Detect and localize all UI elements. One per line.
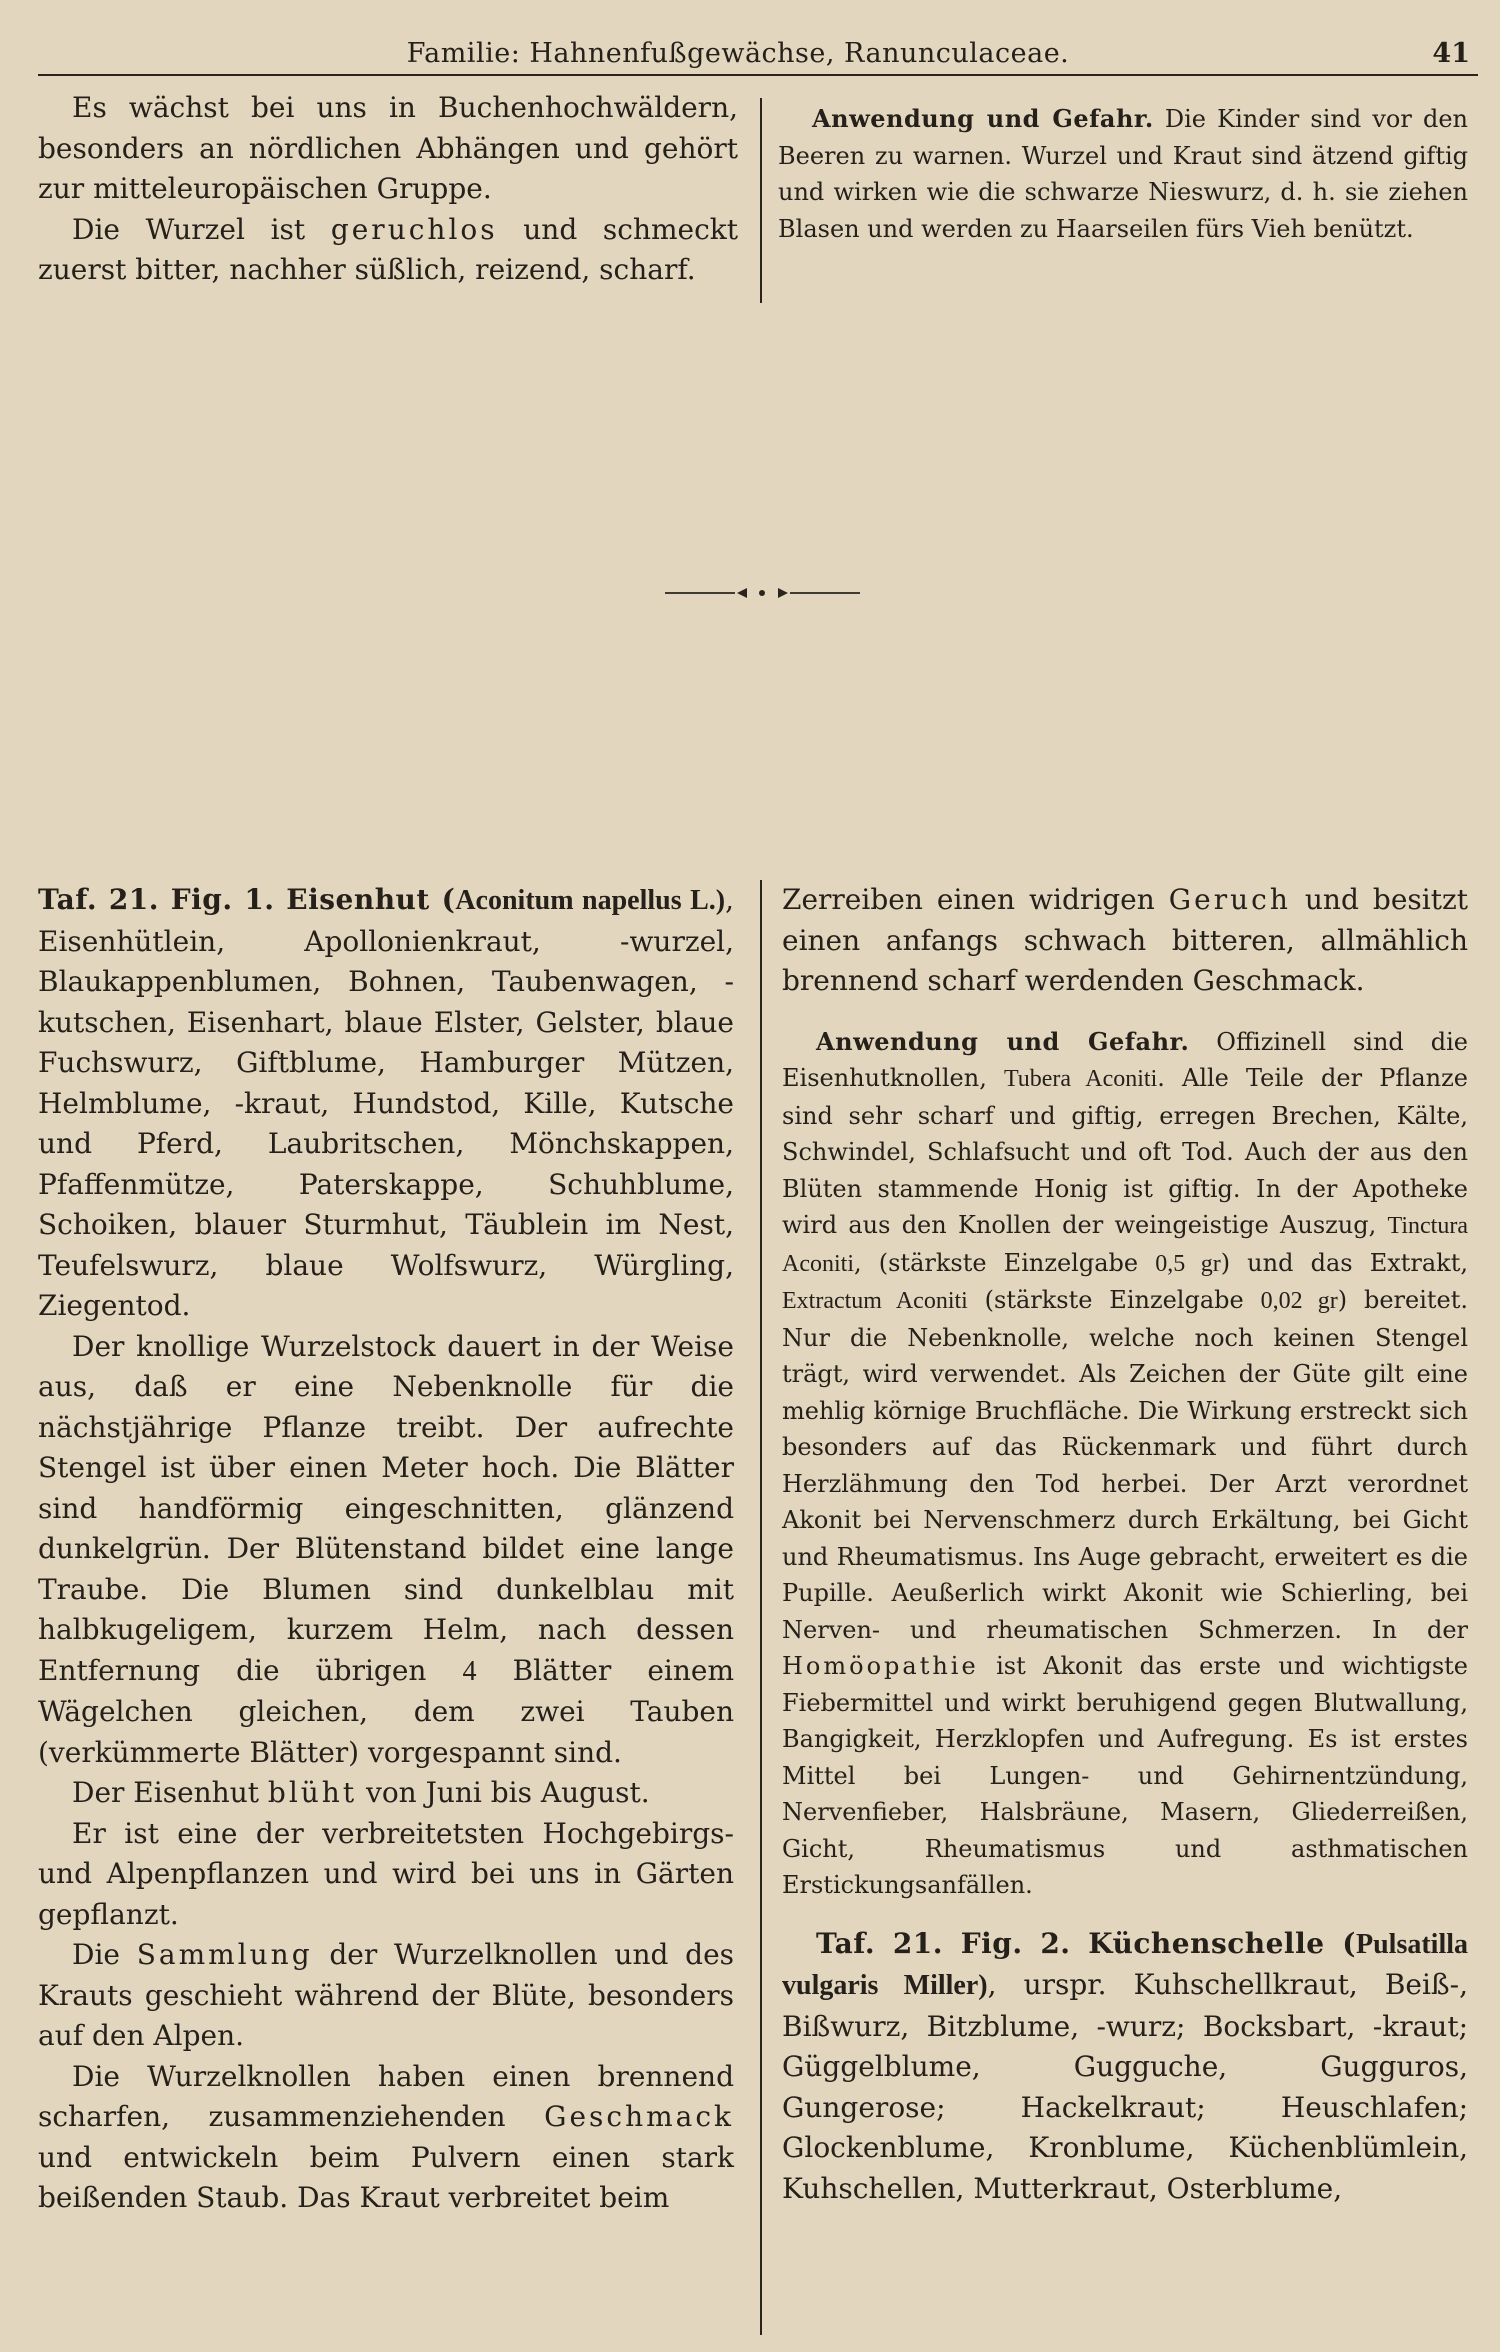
species-name: Küchenschelle ( <box>1070 1926 1356 1960</box>
right-column <box>782 880 1468 2209</box>
description-paragraph: Der knollige Wurzelstock dauert in der Weise aus, daß er eine Nebenknolle für die nächstjährige Pflanze treibt. Der aufrechte Stengel ist über einen Meter hoch. Die Blätter sind handförmig eingeschnitten, glänzend dunkelgrün. Der Blütenstand bildet eine lange Traube. Die Blumen sind dunkelblau mit halbkugeligem, kurzem Helm, nach dessen Entfernung die übrigen 4 Blätter einem Wägelchen gleichen, dem zwei Tauben (verkümmerte Blätter) vorgespannt sind. <box>38 1329 734 1769</box>
kuechenschelle-intro-paragraph <box>782 1924 1468 2210</box>
header-title: Familie: Hahnenfußgewächse, Ranunculaceae. <box>406 38 1070 69</box>
taste-paragraph: Die Wurzelknollen haben einen brennend scharfen, zusammenziehenden Geschmack und entwickeln beim Pulvern einen stark beißenden Staub. Das Kraut verbreitet beim <box>38 2059 734 2214</box>
eisenhut-intro-paragraph <box>38 880 734 1327</box>
section-heading-anwendung: Anwendung und Gefahr. <box>812 104 1154 133</box>
top-left-column <box>38 88 738 291</box>
page-header <box>38 28 1478 76</box>
figure-label: Taf. 21. Fig. 2. <box>816 1926 1071 1960</box>
species-name: Eisenhut ( <box>274 883 456 916</box>
section-heading-anwendung: Anwendung und Gefahr. <box>816 1026 1190 1056</box>
top-right-paragraph: Anwendung und Gefahr. Die Kinder sind vor den Beeren zu warnen. Wurzel und Kraut sind ätzend giftig und wirken wie die schwarze Nieswurz, d. h. sie ziehen Blasen und werden zu Haarseilen fürs Vieh benützt. <box>778 104 1469 243</box>
ornament-separator-icon <box>665 586 860 600</box>
species-latin-name: Aconitum napellus L.) <box>455 885 726 916</box>
page-number: 41 <box>1432 38 1470 69</box>
top-left-paragraph-2: Die Wurzel ist geruchlos und schmeckt zuerst bitter, nachher süßlich, reizend, scharf. <box>38 212 738 286</box>
species-synonyms: , urspr. Kuhschellkraut, Beiß-, Bißwurz, Bitzblume, -wurz; Bocksbart, -kraut; Güggelblume, Gugguche, Gugguros, Gungerose; Hackelkraut; Heuschlafen; Glockenblume, Kronblume, Küchenblümlein, Kuhschellen, Mutterkraut, Osterblume, <box>782 1968 1468 2205</box>
top-left-paragraph-1: Es wächst bei uns in Buchenhochwäldern, besonders an nördlichen Abhängen und gehört zur mitteleuropäischen Gruppe. <box>38 91 738 205</box>
top-right-column <box>778 101 1468 247</box>
species-latin-name: Pulsatilla vulgaris Miller) <box>782 1928 1469 2001</box>
figure-label: Taf. 21. Fig. 1. <box>38 883 275 916</box>
smell-paragraph: Zerreiben einen widrigen Geruch und besitzt einen anfangs schwach bitteren, allmählich brennend scharf werdenden Geschmack. <box>782 883 1468 997</box>
distribution-paragraph: Er ist eine der verbreitetsten Hochgebirgs- und Alpenpflanzen und wird bei uns in Gärten gepflanzt. <box>38 1816 734 1931</box>
bloom-paragraph: Der Eisenhut blüht von Juni bis August. <box>72 1776 650 1809</box>
emphasis-geruchlos: geruchlos <box>330 212 498 246</box>
usage-paragraph: Anwendung und Gefahr. Offizinell sind die Eisenhutknollen, Tubera Aconiti. Alle Teile der Pflanze sind sehr scharf und giftig, erregen Brechen, Kälte, Schwindel, Schlafsucht und oft Tod. Auch der aus den Blüten stammende Honig ist giftig. In der Apotheke wird aus den Knollen der weingeistige Auszug, Tinctura Aconiti, (stärkste Einzelgabe 0,5 gr) und das Extrakt, Extractum Aconiti (stärkste Einzelgabe 0,02 gr) bereitet. Nur die Nebenknolle, welche noch keinen Stengel trägt, wird verwendet. Als Zeichen der Güte gilt eine mehlig körnige Bruchfläche. Die Wirkung erstreckt sich besonders auf das Rückenmark und führt durch Herzlähmung den Tod herbei. Der Arzt verordnet Akonit bei Nervenschmerz durch Erkältung, bei Gicht und Rheumatismus. Ins Auge gebracht, erweitert es die Pupille. Aeußerlich wirkt Akonit wie Schierling, bei Nerven- und rheumatischen Schmerzen. In der Homöopathie ist Akonit das erste und wichtigste Fiebermittel und wirkt beruhigend gegen Blutwallung, Bangigkeit, Herzklopfen und Aufregung. Es ist erstes Mittel bei Lungen- und Gehirnentzündung, Nervenfieber, Halsbräune, Masern, Gliederreißen, Gicht, Rheumatismus und asthmatischen Erstickungsanfällen. <box>782 1026 1468 1899</box>
bottom-column-divider <box>760 880 762 2335</box>
left-column <box>38 880 734 2219</box>
collection-paragraph: Die Sammlung der Wurzelknollen und des Krauts geschieht während der Blüte, besonders auf den Alpen. <box>38 1938 735 2052</box>
species-synonyms: , Eisenhütlein, Apollonienkraut, -wurzel, Blaukappenblumen, Bohnen, Taubenwagen, -kutschen, Eisenhart, blaue Elster, Gelster, blaue Fuchswurz, Giftblume, Hamburger Mützen, Helmblume, -kraut, Hundstod, Kille, Kutsche und Pferd, Laubritschen, Mönchskappen, Pfaffenmütze, Paterskappe, Schuhblume, Schoiken, blauer Sturmhut, Täublein im Nest, Teufelswurz, blaue Wolfswurz, Würgling, Ziegentod. <box>38 883 735 1322</box>
top-column-divider <box>760 98 762 303</box>
